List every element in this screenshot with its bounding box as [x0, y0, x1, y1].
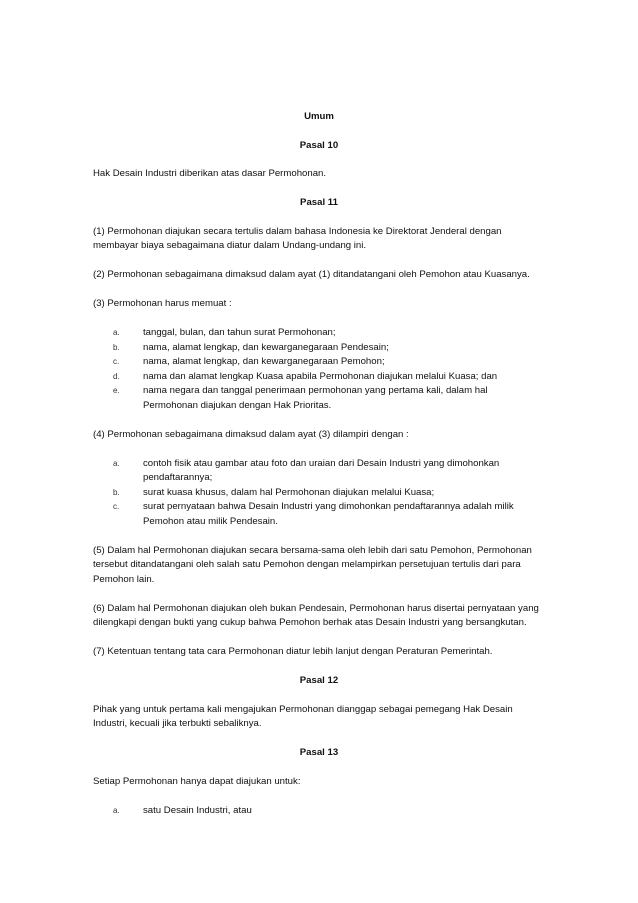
pasal-11-list-3 — [93, 326, 545, 413]
list-item — [93, 500, 545, 529]
pasal-13-list — [93, 804, 545, 819]
list-item-text: surat pernyataan bahwa Desain Industri yang dimohonkan pendaftarannya adalah milik Pemohon atau milik Pendesain. — [143, 501, 514, 527]
article-heading-pasal-12: Pasal 12 — [299, 675, 339, 686]
list-marker: b. — [113, 342, 120, 352]
list-item — [93, 326, 545, 341]
pasal-11-list-4 — [93, 457, 545, 530]
list-item-text: surat kuasa khusus, dalam hal Permohonan diajukan melalui Kuasa; — [143, 486, 435, 498]
list-marker: b. — [113, 487, 120, 497]
list-item-text: nama dan alamat lengkap Kuasa apabila Permohonan diajukan melalui Kuasa; dan — [143, 370, 498, 382]
pasal-11-paragraph-4: (4) Permohonan sebagaimana dimaksud dalam ayat (3) dilampiri dengan : — [93, 428, 409, 440]
document-body — [93, 110, 545, 833]
article-heading-pasal-10: Pasal 10 — [299, 139, 339, 151]
list-marker: a. — [113, 458, 120, 468]
list-item-text: nama negara dan tanggal penerimaan permohonan yang pertama kali, dalam hal Permohonan diajukan dengan Hak Prioritas. — [143, 385, 488, 411]
list-item-text: nama, alamat lengkap, dan kewarganegaraan Pemohon; — [143, 356, 385, 367]
list-item — [93, 341, 545, 356]
pasal-11-paragraph-6: (6) Dalam hal Permohonan diajukan oleh bukan Pendesain, Permohonan harus disertai pernyataan yang dilengkapi dengan bukti yang cukup bahwa Pemohon berhak atas Desain Industri yang bersangkutan. — [93, 602, 539, 628]
pasal-13-text: Setiap Permohonan hanya dapat diajukan untuk: — [93, 775, 301, 787]
list-marker: d. — [113, 371, 120, 381]
list-marker: c. — [113, 357, 120, 366]
list-item — [93, 457, 545, 486]
list-marker: c. — [113, 502, 120, 511]
pasal-11-paragraph-1: (1) Permohonan diajukan secara tertulis dalam bahasa Indonesia ke Direktorat Jenderal dengan membayar biaya sebagaimana diatur dalam Undang-undang ini. — [93, 225, 502, 251]
list-item-text: contoh fisik atau gambar atau foto dan uraian dari Desain Industri yang dimohonkan pendaftarannya; — [143, 457, 500, 483]
pasal-12-text: Pihak yang untuk pertama kali mengajukan Permohonan dianggap sebagai pemegang Hak Desain Industri, kecuali jika terbukti sebaliknya. — [93, 703, 513, 729]
list-item — [93, 804, 545, 819]
list-item — [93, 486, 545, 501]
pasal-10-text: Hak Desain Industri diberikan atas dasar Permohonan. — [93, 168, 327, 179]
list-item-text: tanggal, bulan, dan tahun surat Permohonan; — [143, 327, 336, 338]
pasal-11-paragraph-2: (2) Permohonan sebagaimana dimaksud dalam ayat (1) ditandatangani oleh Pemohon atau Kuasanya. — [93, 269, 530, 280]
pasal-11-paragraph-5: (5) Dalam hal Permohonan diajukan secara bersama-sama oleh lebih dari satu Pemohon, Permohonan tersebut ditandatangani oleh salah satu Pemohon dengan melampirkan persetujuan tertulis dari para Pemohon lain. — [93, 544, 532, 585]
list-marker: e. — [113, 386, 120, 395]
section-heading-umum: Umum — [304, 111, 334, 122]
list-item — [93, 355, 545, 370]
pasal-11-paragraph-3: (3) Permohonan harus memuat : — [93, 298, 232, 309]
list-marker: a. — [113, 328, 120, 337]
list-marker: a. — [113, 805, 120, 815]
article-heading-pasal-13: Pasal 13 — [299, 747, 339, 758]
article-heading-pasal-11: Pasal 11 — [300, 197, 338, 208]
list-item-text: satu Desain Industri, atau — [143, 804, 252, 816]
list-item — [93, 384, 545, 413]
list-item-text: nama, alamat lengkap, dan kewarganegaraan Pendesain; — [143, 341, 389, 353]
list-item — [93, 370, 545, 385]
pasal-11-paragraph-7: (7) Ketentuan tentang tata cara Permohonan diatur lebih lanjut dengan Peraturan Pemerintah. — [93, 646, 493, 657]
